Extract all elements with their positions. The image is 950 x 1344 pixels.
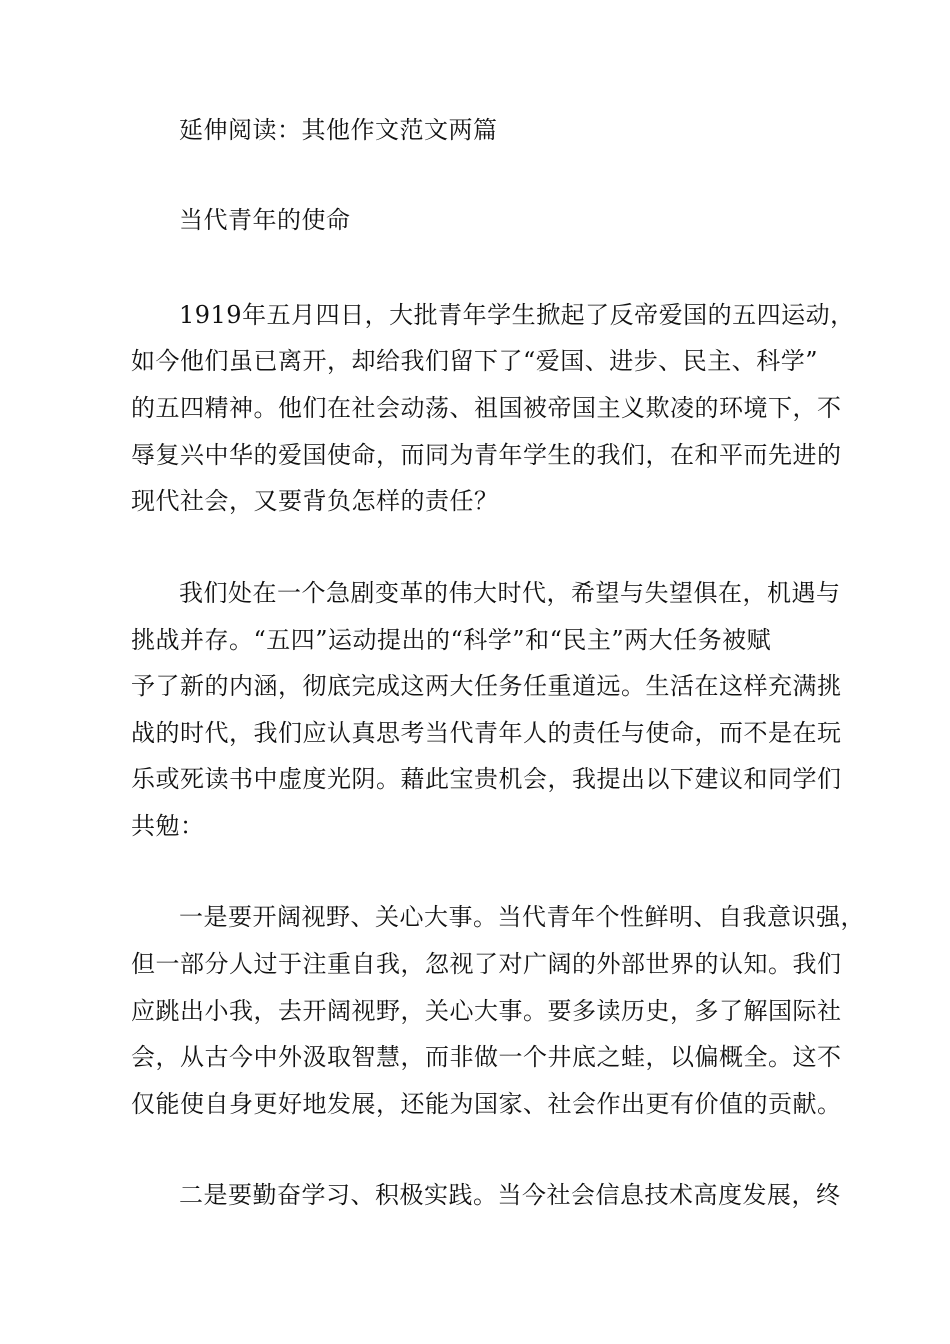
paragraph-line: 乐或死读书中虚度光阴。藉此宝贵机会，我提出以下建议和同学们 [131, 765, 842, 793]
paragraph-line: 的五四精神。他们在社会动荡、祖国被帝国主义欺凌的环境下，不 [131, 394, 842, 422]
paragraph-line: 如今他们虽已离开，却给我们留下了“爱国、进步、民主、科学” [131, 347, 819, 375]
paragraph-line: 现代社会，又要背负怎样的责任？ [131, 487, 499, 515]
paragraph-line: 仅能使自身更好地发展，还能为国家、社会作出更有价值的贡献。 [131, 1090, 842, 1118]
paragraph-line: 共勉： [131, 812, 205, 840]
paragraph-line: 一是要开阔视野、关心大事。当代青年个性鲜明、自我意识强， [179, 903, 865, 931]
paragraph-line: 会，从古今中外汲取智慧，而非做一个井底之蛙，以偏概全。这不 [131, 1043, 842, 1071]
paragraph-line: 予了新的内涵，彻底完成这两大任务任重道远。生活在这样充满挑 [131, 672, 842, 700]
paragraph-line: 辱复兴中华的爱国使命，而同为青年学生的我们，在和平而先进的 [131, 441, 842, 469]
paragraph-line: 1919年五月四日，大批青年学生掀起了反帝爱国的五四运动， [179, 301, 855, 329]
paragraph-line: 应跳出小我，去开阔视野，关心大事。要多读历史，多了解国际社 [131, 997, 842, 1025]
paragraph-line: 挑战并存。“五四”运动提出的“科学”和“民主”两大任务被赋 [131, 626, 772, 654]
paragraph-line: 但一部分人过于注重自我，忽视了对广阔的外部世界的认知。我们 [131, 950, 842, 978]
paragraph-line: 二是要勤奋学习、积极实践。当今社会信息技术高度发展，终 [179, 1181, 841, 1209]
paragraph-line: 战的时代，我们应认真思考当代青年人的责任与使命，而不是在玩 [131, 719, 842, 747]
paragraph-line: 我们处在一个急剧变革的伟大时代，希望与失望俱在，机遇与 [179, 579, 841, 607]
essay-title: 当代青年的使命 [179, 206, 351, 234]
reading-heading: 延伸阅读：其他作文范文两篇 [179, 116, 498, 144]
